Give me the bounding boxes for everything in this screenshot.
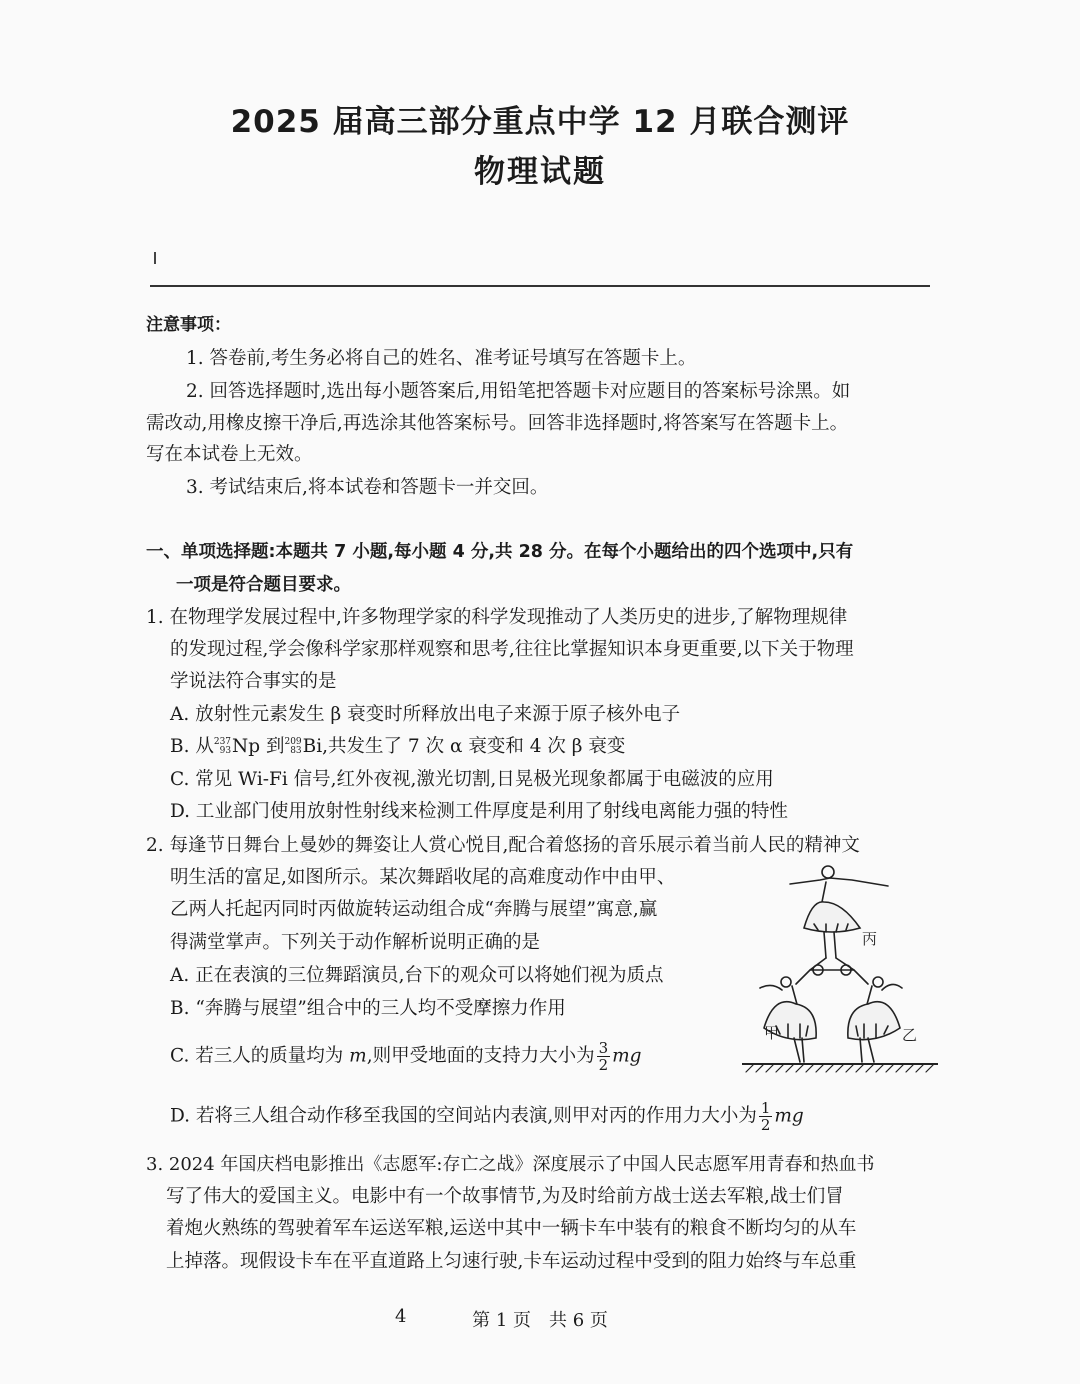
np-symbol: Np: [232, 736, 261, 757]
q1-option-b-mid: 到: [260, 736, 285, 757]
q1-option-b-suffix: ,共发生了 7 次 α 衰变和 4 次 β 衰变: [322, 736, 626, 757]
jia-legs: [794, 1038, 804, 1062]
q2-option-d: [170, 1100, 804, 1133]
bi-atomic-number: 83: [290, 746, 302, 756]
bing-legs: [824, 932, 836, 958]
q2-option-c: [170, 1040, 642, 1073]
header-divider: [150, 285, 930, 287]
q2-option-a: A. 正在表演的三位舞蹈演员,台下的观众可以将她们视为质点: [170, 965, 664, 986]
q3-stem-line-3: 着炮火熟练的驾驶着军车运送军粮,运送中其中一辆卡车中装有的粮食不断均匀的从车: [166, 1218, 857, 1239]
q2-option-b: B. “奔腾与展望”组合中的三人均不受摩擦力作用: [170, 998, 566, 1019]
np-mass-number: 237: [213, 737, 232, 747]
mass-symbol: m: [349, 1045, 367, 1067]
section-1-heading-line-1: 一、单项选择题:本题共 7 小题,每小题 4 分,共 28 分。在每个小题给出的四个选项中,只有: [146, 542, 854, 562]
section-1-heading-line-2: 一项是符合题目要求。: [176, 575, 351, 595]
q2-option-d-prefix: D. 若将三人组合动作移至我国的空间站内表演,则甲对丙的作用力大小为: [170, 1105, 757, 1127]
q2-option-c-mid: ,则甲受地面的支持力大小为: [366, 1045, 595, 1067]
page-number: 第 1 页 共 6 页: [472, 1310, 608, 1331]
bing-torso: [822, 882, 826, 902]
dancers-figure: [742, 858, 938, 1080]
bi-symbol: Bi: [302, 736, 323, 757]
q1-stem-line-1: 1. 在物理学发展过程中,许多物理学家的科学发现推动了人类历史的进步,了解物理规律: [146, 607, 848, 628]
q2-stem-line-3: 乙两人托起丙同时丙做旋转运动组合成“奔腾与展望”寓意,赢: [170, 899, 658, 920]
footer-mark: 4: [395, 1306, 407, 1327]
yi-skirt: [848, 1002, 900, 1040]
q1-option-b: [170, 735, 625, 759]
fraction-denominator: 2: [598, 1056, 609, 1074]
q2-option-c-prefix: C. 若三人的质量均为: [170, 1045, 350, 1067]
jia-head: [781, 977, 791, 987]
notice-item-2-line-1: 2. 回答选择题时,选出每小题答案后,用铅笔把答题卡对应题目的答案标号涂黑。如: [186, 381, 851, 402]
q3-stem-line-4: 上掉落。现假设卡车在平直道路上匀速行驶,卡车运动过程中受到的阻力始终与车总重: [166, 1251, 857, 1272]
q2-stem-line-4: 得满堂掌声。下列关于动作解析说明正确的是: [170, 932, 541, 953]
notice-item-1: 1. 答卷前,考生务必将自己的姓名、准考证号填写在答题卡上。: [186, 348, 697, 369]
yi-head: [873, 977, 883, 987]
yi-legs: [860, 1038, 874, 1062]
bing-skirt: [804, 902, 860, 932]
q2-stem-line-1: 2. 每逢节日舞台上曼妙的舞姿让人赏心悦目,配合着悠扬的音乐展示着当前人民的精神文: [146, 835, 860, 856]
q1-option-c: C. 常见 Wi-Fi 信号,红外夜视,激光切割,日晃极光现象都属于电磁波的应用: [170, 769, 774, 790]
support-arms: [796, 958, 868, 984]
q1-stem-line-3: 学说法符合事实的是: [170, 671, 337, 692]
label-jia: 甲: [764, 1024, 780, 1042]
fraction-three-halves: [597, 1040, 611, 1073]
q3-stem-line-1: 3. 2024 年国庆档电影推出《志愿军:存亡之战》深度展示了中国人民志愿军用青春和热血书: [146, 1154, 875, 1175]
bi-mass-number: 209: [284, 737, 302, 747]
label-bing: 丙: [862, 930, 878, 948]
bing-head: [822, 866, 834, 878]
label-yi: 乙: [902, 1026, 918, 1044]
q1-stem-line-2: 的发现过程,学会像科学家那样观察和思考,往往比掌握知识本身更重要,以下关于物理: [170, 639, 854, 660]
q1-option-b-prefix: B. 从: [170, 736, 214, 757]
ground-hatching: [746, 1064, 934, 1072]
exam-subject: 物理试题: [474, 154, 606, 190]
margin-mark: [154, 252, 156, 264]
q1-option-d: D. 工业部门使用放射性射线来检测工件厚度是利用了射线电离能力强的特性: [170, 801, 788, 822]
q2-stem-line-2: 明生活的富足,如图所示。某次舞蹈收尾的高难度动作中由甲、: [170, 867, 676, 888]
weight-symbol: mg: [774, 1105, 804, 1127]
notice-item-2-line-3: 写在本试卷上无效。: [146, 444, 313, 465]
q3-stem-line-2: 写了伟大的爱国主义。电影中有一个故事情节,为及时给前方战士送去军粮,战士们冒: [166, 1186, 844, 1207]
jia-back-arm: [760, 985, 782, 990]
exam-title: 2025 届高三部分重点中学 12 月联合测评: [230, 104, 850, 140]
q1-option-a: A. 放射性元素发生 β 衰变时所释放出电子来源于原子核外电子: [170, 704, 681, 725]
np-atomic-number: 93: [219, 746, 232, 756]
yi-back-arm: [882, 984, 902, 990]
notice-heading: 注意事项：: [146, 315, 231, 335]
bing-arms: [790, 878, 888, 886]
fraction-numerator: 1: [760, 1099, 771, 1117]
fraction-numerator: 3: [598, 1039, 609, 1057]
fraction-denominator: 2: [760, 1116, 771, 1134]
fraction-one-half: [759, 1100, 773, 1133]
weight-symbol: mg: [612, 1045, 642, 1067]
notice-item-2-line-2: 需改动,用橡皮擦干净后,再选涂其他答案标号。回答非选择题时,将答案写在答题卡上。: [146, 413, 849, 434]
notice-item-3: 3. 考试结束后,将本试卷和答题卡一并交回。: [186, 477, 549, 498]
